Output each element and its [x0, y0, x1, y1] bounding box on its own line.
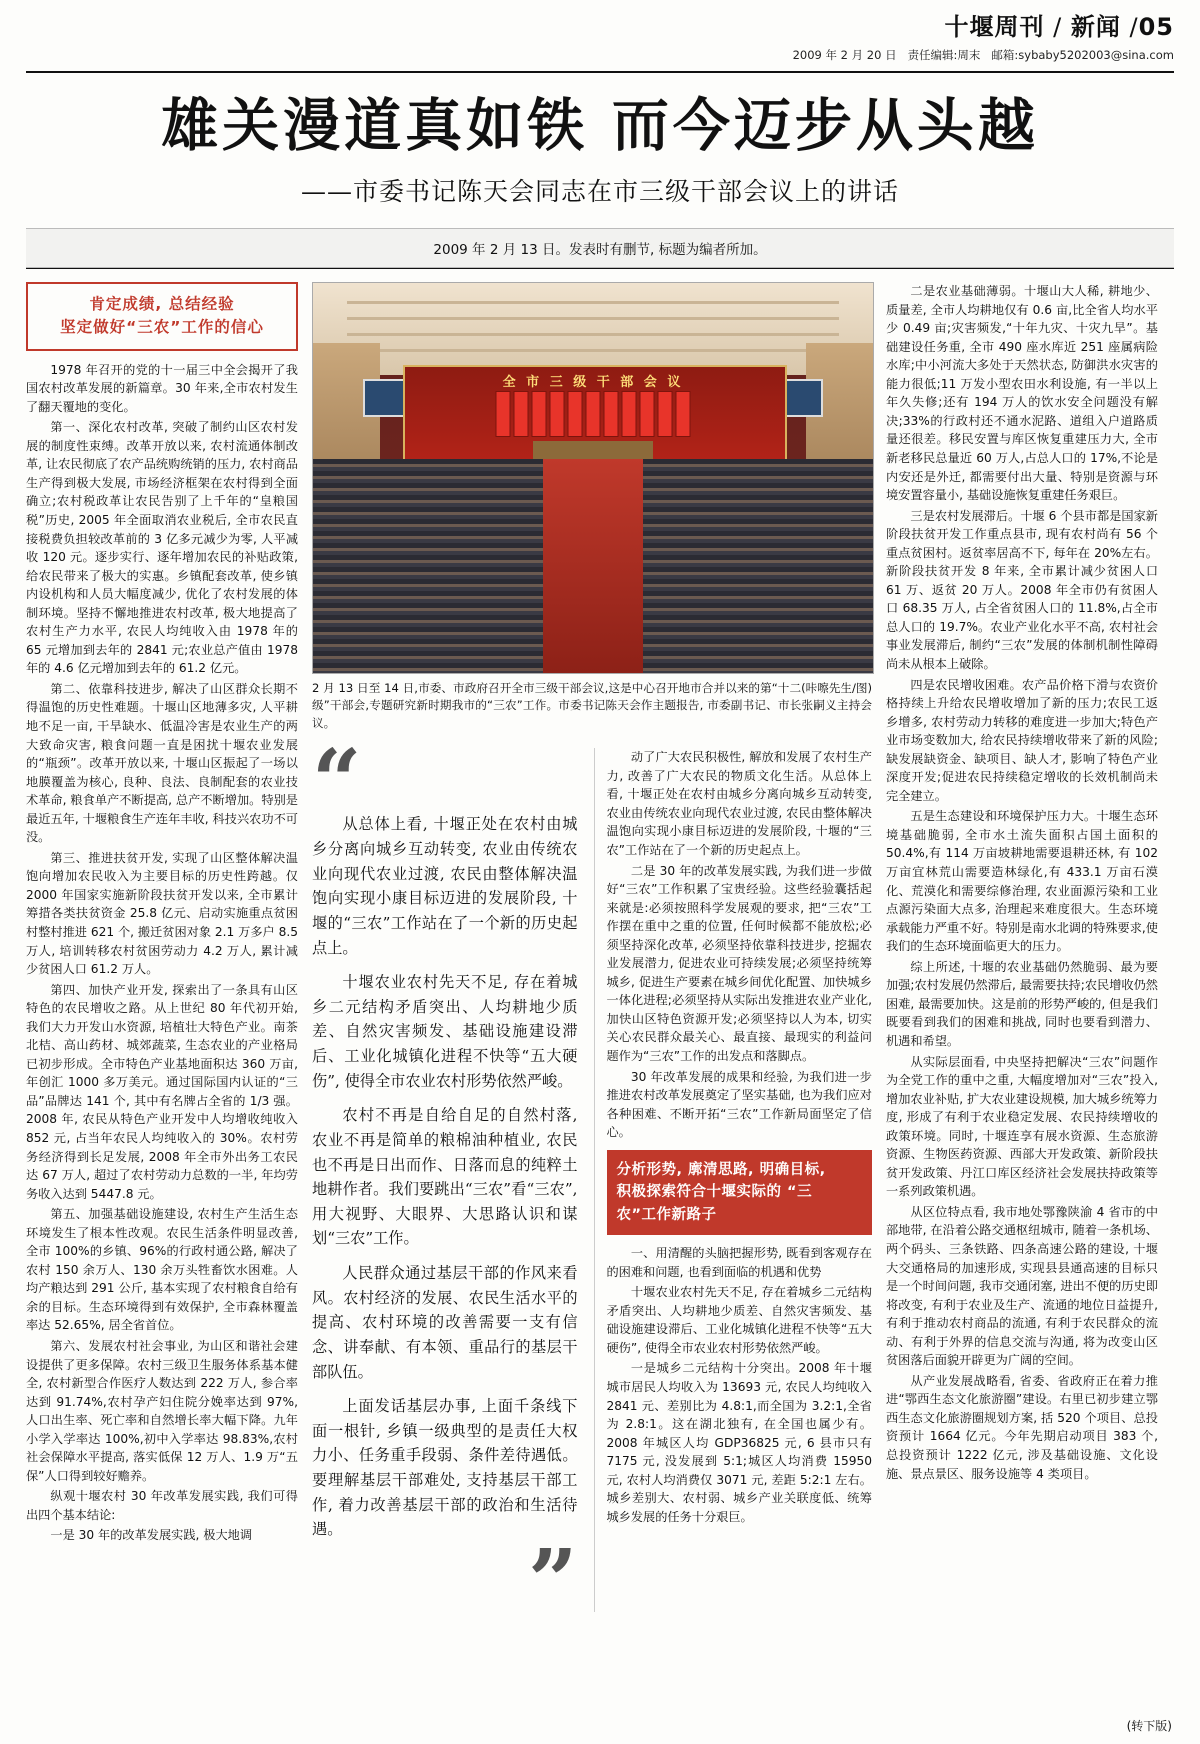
photo-audience-left [313, 459, 543, 673]
section-heading-box-1 [26, 282, 298, 351]
red-heading-line-3: 农”工作新路子 [616, 1206, 717, 1223]
photo-caption [312, 680, 872, 732]
stage-banner-text: 全 市 三 级 干 部 会 议 [502, 375, 684, 391]
paragraph: 五是生态建设和环境保护压力大。十堰生态环境基础脆弱, 全市水土流失面积占国土面积的 50.4%,有 114 万亩坡耕地需要退耕还林, 有 102 万亩宜林荒山需要造林绿化,有 433.1 万亩石漠化、荒漠化和需要综修治理, 农业面源污染和工业点源污染面大点多, 治理起来难度很大。生态环境承载能力严重不好。特别是南水北调的特殊要求,使我们的生态环境面临更大的压力。 [886, 809, 1158, 954]
paragraph: 十堰农业农村先天不足, 存在着城乡二元结构矛盾突出、人均耕地少质差、自然灾害频发、基础设施建设滞后、工业化城镇化进程不快等“五大硬伤”, 使得全市农业农村形势依然严峻。 [606, 1285, 872, 1355]
column-mid [594, 748, 873, 1612]
paragraph: 第六、发展农村社会事业, 为山区和谐社会建设提供了更多保障。农村三级卫生服务体系基本健全, 农村新型合作医疗人数达到 222 万人, 参合率达到 91.74%,农村孕产妇住院分娩率达到 97%, 人口出生率、死亡率和自然增长率大幅下降。九年小学入学率达 100%,初中入学率达 98.83%,农村社会保障水平提高, 落实低保 12 万人、1.9 万“五保”人口得到较好赡养。 [26, 1339, 298, 1483]
publication-name: 十堰周刊 [944, 13, 1045, 41]
pull-quote: 十堰农业农村先天不足, 存在着城乡二元结构矛盾突出、人均耕地少质差、自然灾害频发、基础设施建设滞后、工业化城镇化进程不快等“五大硬伤”, 使得全市农业农村形势依然严峻。 [312, 973, 578, 1090]
paragraph: 二是农业基础薄弱。十堰山大人稀, 耕地少、质量差, 全市人均耕地仅有 0.6 亩,比全省人均水平少 0.49 亩;灾害频发,“十年九灾、十灾九旱”。基础建设任务重, 全市 490 座水库近 251 座属病险水库;中小河流大多处于天然状态, 防御洪水灾害的能力很低;11 万发小型农田水利设施, 有一半以上年久失修;还有 194 万人的饮水安全问题没有解决;33%的行政村还不通水泥路、道组入户道路质量还很差。移民安置与库区恢复重建压力大, 全市新老移民总量近 60 万人,占总人口的 17%,不论是内安还是外迁, 都需要付出大量、特别是资源与环境安置容量小, 基础设施恢复重建任务艰巨。 [886, 284, 1158, 503]
paragraph: 第四、加快产业开发, 探索出了一条具有山区特色的农民增收之路。从上世纪 80 年代初开始, 我们大力开发山水资源, 培植壮大特色产业。南茶北桔、高山药材、城郊蔬菜, 生态农业的产业格局已初步形成。全市特色产业基地面积达 360 万亩, 年创汇 1000 多万美元。通过国际国内认证的“三品”品牌达 141 个, 其中有名牌占全省的 1/3 强。2008 年, 农民从特色产业开发中人均增收纯收入 852 元, 占当年农民人均纯收入的 30%。农村劳务经济得到长足发展, 2008 年全市外出务工农民达 67 万人, 超过了农村劳动力总数的一半, 年均劳务收入达到 5447.8 元。 [26, 982, 298, 1201]
photo-ceiling [313, 283, 873, 375]
stage-flags [496, 391, 691, 437]
column-right [886, 282, 1158, 1612]
column-center [312, 282, 872, 1632]
pull-quote: 农村不再是自给自足的自然村落, 农业不再是简单的粮棉油种植业, 农民也不再是日出而作、日落而息的纯粹土地耕作者。我们要跳出“三农”看“三农”,用大视野、大眼界、大思路认识和谋划“三农”工作。 [312, 1106, 578, 1248]
paragraph: 三是农村发展滞后。十堰 6 个县市都是国家新阶段扶贫开发工作重点县市, 现有农村尚有 56 个重点贫困村。返贫率居高不下, 每年在 20%左右。新阶段扶贫开发 8 年来, 全市累计减少贫困人口 61 万、返贫 20 万人。2008 年全市仍有贫困人口 68.35 万人, 占全省贫困人口的 11.8%,占全市总人口的 19.7%。农业产业化水平不高, 农村社会事业发展滞后, 制约“三农”发展的体制机制性障碍尚未从根本上破除。 [886, 508, 1158, 672]
paragraph: 四是农民增收困难。农产品价格下滑与农资价格持续上升给农民增收增加了新的压力;农民工返乡增多, 农村劳动力转移的难度进一步加大;特色产业市场变数加大, 给农民持续增收带来了新的风险;缺发展缺资金、缺项目、缺人才, 影响了特色产业深度开发;促进农民持续稳定增收的长效机制尚未完全建立。 [886, 677, 1158, 803]
paragraph: 第三、推进扶贫开发, 实现了山区整体解决温饱向增加农民收入为主要目标的历史性跨越。仅 2000 年国家实施新阶段扶贫开发以来, 全市累计筹措各类扶贫资金 25.8 亿元、启动实施重点贫困村整村推进 621 个, 搬迁贫困对象 2.1 万多户 8.5 万人, 培训转移农村贫困劳动力 4.2 万人, 累计减少贫困人口 61.2 万人。 [26, 850, 298, 977]
paragraph: 1978 年召开的党的十一届三中全会揭开了我国农村改革发展的新篇章。30 年来,全市农村发生了翻天覆地的变化。 [26, 362, 298, 414]
red-heading-line-2: 积极探索符合十堰实际的 “三 [616, 1184, 813, 1201]
quote-close-icon: ” [528, 1530, 578, 1632]
editor-label: 责任编辑:周末 [907, 48, 981, 63]
column-left [26, 282, 298, 1612]
masthead-meta [26, 47, 1174, 63]
deck-note: 2009 年 2 月 13 日。发表时有删节, 标题为编者所加。 [26, 228, 1174, 268]
paragraph: 第五、加强基础设施建设, 农村生产生活生态环境发生了根本性改观。农民生活条件明显改善, 全市 100%的乡镇、96%的行政村通公路, 解决了农村 150 余万人、130 余万头牲畜饮水困难。人均产粮达到 291 公斤, 基本实现了农村粮食自给有余的目标。生态环境得到有效保护, 全市森林覆盖率达 52.65%, 居全省首位。 [26, 1207, 298, 1333]
page-number: 05 [1138, 13, 1174, 41]
page-subtitle: ——市委书记陈天会同志在市三级干部会议上的讲话 [300, 177, 899, 207]
photo-red-carpet [543, 459, 644, 673]
article-columns [26, 282, 1174, 1632]
headline-block [26, 73, 1174, 208]
pull-quote: 上面发话基层办事, 上面千条线下面一根针, 乡镇一级典型的是责任大权力小、任务重手段弱、条件差待遇低。要理解基层干部难处, 支持基层干部工作, 着力改善基层干部的政治和生活待遇。 [312, 1397, 578, 1539]
masthead-title: 十堰周刊 / 新闻 /05 [944, 13, 1174, 41]
photo-credit: (咔嚓先生/图) [801, 681, 872, 696]
photo-audience-right [643, 459, 873, 673]
mail-label: 邮箱:sybaby5202003@sina.com [991, 48, 1174, 63]
paragraph: 从区位特点看, 我市地处鄂豫陕渝 4 省市的中部地带, 在沿着公路交通枢纽城市, 随着一条机场、两个码头、三条铁路、四条高速公路的建设, 十堰大交通格局的加速形成, 实现县县通高速的目标只是一个时间问题, 我市交通闭塞, 进出不便的历史即将改变, 有利于农业及生产、流通的地位日益提升, 有利于推动农村商品的流通, 有利于农民群众的流动、有利于外界的信息交流与沟通, 将为改变山区贫困落后面貌开辟更为广阔的空间。 [886, 1204, 1158, 1368]
paragraph: 一、用清醒的头脑把握形势, 既看到客观存在的困难和问题, 也看到面临的机遇和优势 [606, 1246, 872, 1279]
pull-quote-block [312, 731, 578, 1632]
photo-caption-text: 2 月 13 日至 14 日,市委、市政府召开全市三级干部会议,这是中心召开地市合并以来的第“十二级”干部会,专题研究新时期我市的“三农”工作。市委书记陈天会作主题报告, 市委副书记、市长张嗣义主持会议。 [312, 681, 872, 730]
paragraph: 纵观十堰农村 30 年改革发展实践, 我们可得出四个基本结论: [26, 1489, 298, 1522]
paragraph: 动了广大农民积极性, 解放和发展了农村生产力, 改善了广大农民的物质文化生活。从总体上看, 十堰正处在农村由城乡分离向城乡互动转变, 农业由传统农业向现代农业过渡, 农民由整体解决温饱向实现小康目标迈进的发展阶段, 十堰的“三农”工作站在了一个新的历史起点上。 [606, 750, 872, 857]
quote-open-icon: “ [312, 731, 362, 833]
photo-podium [533, 441, 653, 461]
publish-date: 2009 年 2 月 20 日 [792, 48, 897, 63]
section-heading-line-2: 坚定做好“三农”工作的信心 [60, 318, 264, 337]
paragraph: 从产业发展战略看, 省委、省政府正在着力推进“鄂西生态文化旅游圈”建设。右里已初步建立鄂西生态文化旅游圈规划方案, 括 520 个项目、总投资预计 1664 亿元。今年先期启动项目 383 个, 总投资预计 1222 亿元, 涉及基础设施、文化设施、景点景区、服务设施等 4 类项目。 [886, 1373, 1158, 1481]
paragraph: 30 年改革发展的成果和经验, 为我们进一步推进农村改革发展奠定了坚实基础, 也为我们应对各种困难、不断开拓“三农”工作新局面坚定了信心。 [606, 1069, 872, 1140]
section-heading-line-1: 肯定成绩, 总结经验 [89, 295, 235, 314]
paragraph: 第一、深化农村改革, 突破了制约山区农村发展的制度性束缚。改革开放以来, 农村流通体制改革, 让农民彻底了农产品统购统销的压力, 农村商品生产得到极大发展, 市场经济框架在农村得到全面确立;农村税政革让农民告别了上千年的“皇粮国税”历史, 2005 年全面取消农业税后, 全市农民直接税费负担较改革前的 3 亿多元减少为零, 人平减收 120 元。逐步实行、逐年增加农民的补贴政策, 给农民带来了极大的实惠。乡镇配套改革, 使乡镇内设机构和人员大幅度减少, 优化了农村发展的体制环境。坚持不懈地推进农村改革, 极大地提高了农村生产力水平, 农民人均纯收入由 1978 年的 65 元增加到去年的 2841 元;农业总产值由 1978 年的 4.6 亿元增加到去年的 61.2 亿元。 [26, 420, 298, 676]
red-heading-line-1: 分析形势, 廓清思路, 明确目标, [616, 1161, 826, 1178]
paragraph: 二是 30 年的改革发展实践, 为我们进一步做好“三农”工作积累了宝贵经验。这些经验囊括起来就是:必须按照科学发展观的要求, 把“三农”工作摆在重中之重的位置, 任何时候都不能放松;必须坚持深化改革, 必须坚持依靠科技进步, 挖掘农业发展潜力, 促进农业可持续发展;必须坚持统筹城乡, 促进生产要素在城乡间优化配置、加快城乡一体化进程;必须坚持从实际出发推进农业产业化, 加快山区特色资源开发;必须坚持以人为本, 切实关心农民群众最关心、最直接、最现实的利益问题作为“三农”工作的出发点和落脚点。 [606, 863, 872, 1063]
paragraph: 第二、依靠科技进步, 解决了山区群众长期不得温饱的历史性难题。十堰山区地薄多灾, 人平耕地不足一亩, 干旱缺水、低温冷害是农业生产的两大致命灾害, 粮食问题一直是困扰十堰农业发展的“瓶颈”。改革开放以来, 十堰山区振起了一场以地膜覆盖为核心, 良种、良法、良制配套的农业技术革命, 粮食单产不断提高, 总产不断增加。特别是最近五年, 十堰粮食生产连年丰收, 科技兴农功不可没。 [26, 681, 298, 845]
masthead [26, 0, 1174, 73]
page-title: 雄关漫道真如铁 而今迈步从头越 [161, 92, 1039, 160]
paragraph: 从实际层面看, 中央坚持把解决“三农”问题作为全党工作的重中之重, 大幅度增加对“三农”投入, 增加农业补贴, 扩大农业建设规模, 加大城乡统筹力度, 形成了有利于农业稳定发展、农民持续增收的政策环境。同时, 十堰连享有展水资源、生态旅游资源、生物医药资源、西部大开发政策、新阶段扶贫开发政策、丹江口库区经济社会发展扶持政策等一系列政策机遇。 [886, 1054, 1158, 1199]
paragraph: 一是城乡二元结构十分突出。2008 年十堰城市居民人均收入为 13693 元, 农民人均纯收入 2841 元、差别比为 4.8:1,而全国为 3.2:1,全省为 2.8:1。这在湖北独有, 在全国也属少有。2008 年城区人均 GDP36825 元, 6 县市只有 7175 元, 没发展到 5:1;城区人均消费 15950 元, 农村人均消费仅 3071 元, 差距 5:2:1 左右。城乡差别大、农村弱、城乡产业关联度低、统筹城乡发展的任务十分艰巨。 [606, 1361, 872, 1524]
pull-quote: 从总体上看, 十堰正处在农村由城乡分离向城乡互动转变, 农业由传统农业向现代农业过渡, 农民由整体解决温饱向实现小康目标迈进的发展阶段, 十堰的“三农”工作站在了一个新的历史起点上。 [312, 815, 578, 957]
section-heading-box-2 [607, 1150, 873, 1235]
paragraph: 综上所述, 十堰的农业基础仍然脆弱、最为要加强;农村发展仍然滞后, 最需要扶持;农民增收仍然困难, 最需要加快。这是前的形势严峻的, 但是我们既要看到我们的困难和挑战, 同时也要看到潜力、机遇和希望。 [886, 959, 1158, 1048]
paragraph: 一是 30 年的改革发展实践, 极大地调 [50, 1528, 253, 1543]
pull-quote: 人民群众通过基层干部的作风来看风。农村经济的发展、农民生活水平的提高、农村环境的改善需要一支有信念、讲奉献、有本领、重品行的基层干部队伍。 [312, 1264, 578, 1381]
conference-photo [312, 282, 874, 674]
continued-note: (转下版) [1126, 1719, 1172, 1733]
section-name: 新闻 [1070, 13, 1121, 41]
deck-rule [26, 268, 1174, 272]
